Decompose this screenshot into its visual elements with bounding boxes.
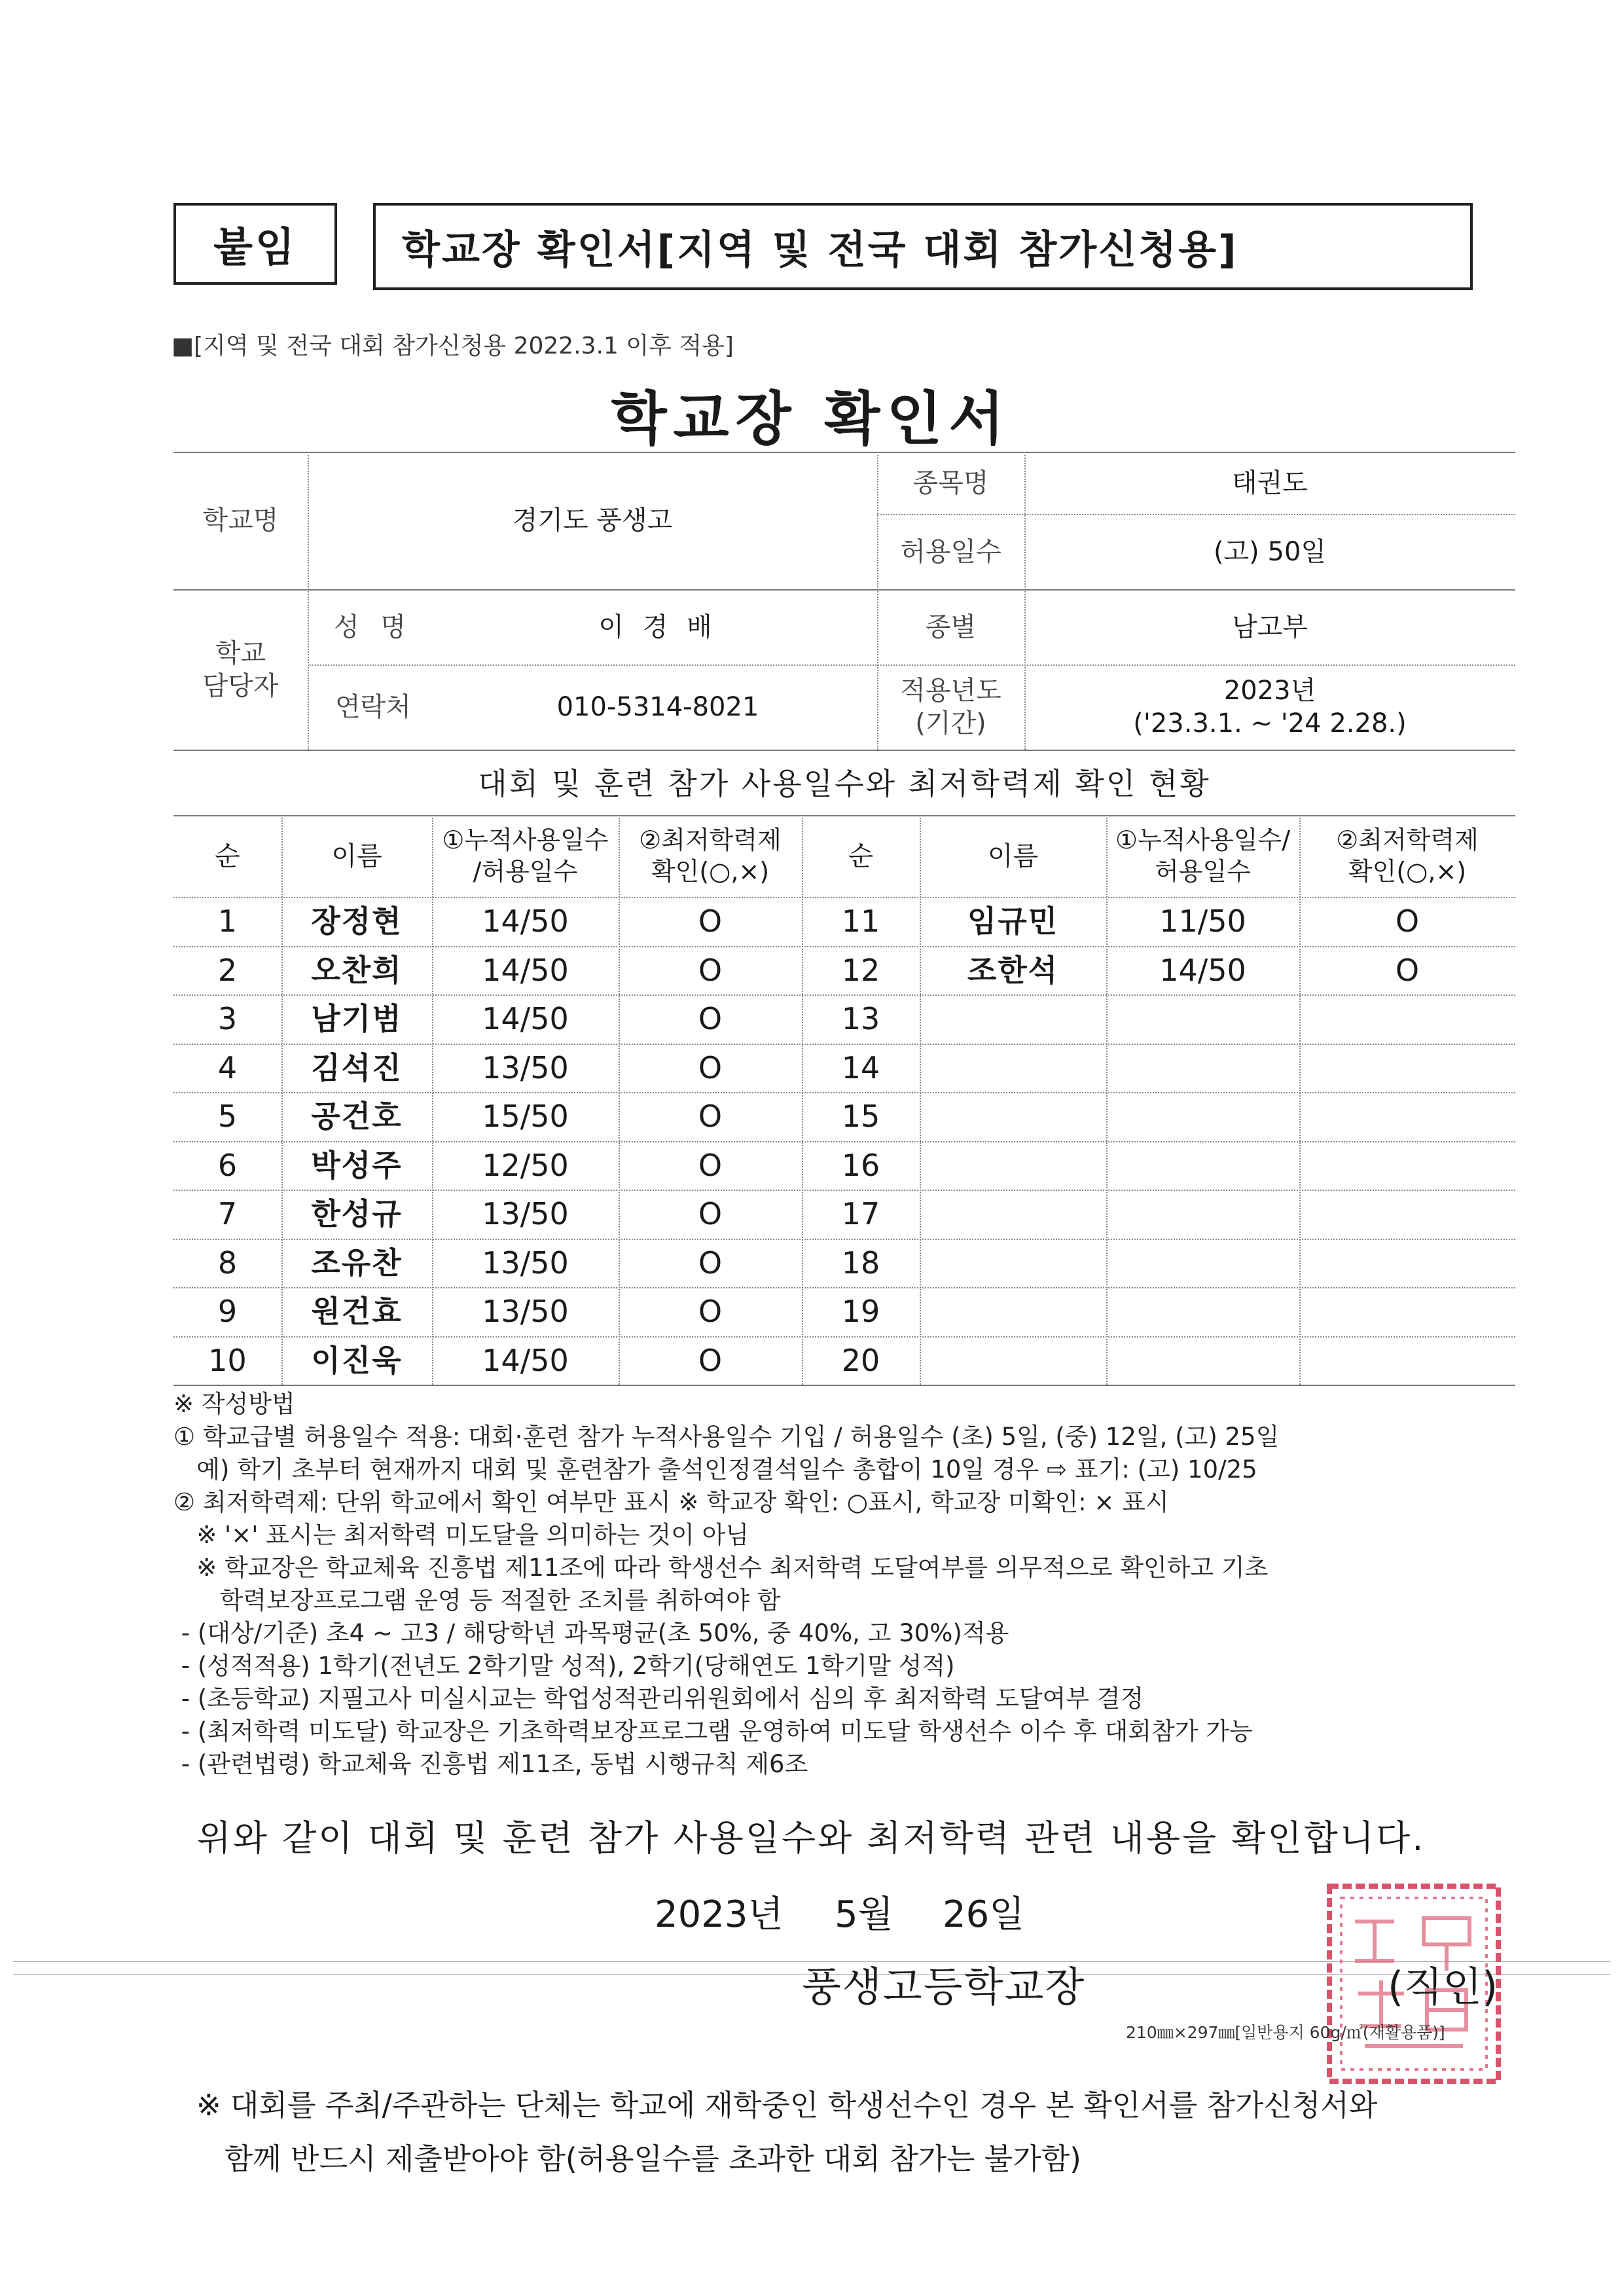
table-cell-name [920,1190,1106,1239]
table-cell-check: O [698,952,723,988]
note-line: ① 학교급별 허용일수 적용: 대회·훈련 참가 누적사용일수 기입 / 허용일수 (초) 5일, (중) 12일, (고) 25일 [173,1423,1280,1451]
table-cell-days [1106,994,1299,1044]
table-cell-name [920,1239,1106,1288]
table-cell-check: O [698,1245,723,1281]
table-cell-check [1299,994,1515,1044]
table-cell-num: 9 [217,1293,238,1329]
table-cell-num: 5 [217,1098,238,1134]
table-cell-days: 14/50 [482,1000,569,1036]
table-cell-name [920,1092,1106,1141]
table-cell-check [1299,1092,1515,1141]
table-cell-days: 13/50 [482,1245,569,1281]
header-days-left [432,815,619,897]
header-check-right [1299,815,1515,897]
header-check-line: ②최저학력제 [1336,826,1479,854]
header-num-right: 순 [848,841,874,871]
footer-notice [196,2079,1538,2186]
table-cell-num: 2 [217,952,238,988]
note-line: 학력보장프로그램 운영 등 적절한 조치를 취하여야 함 [173,1586,781,1614]
note-line: - (대상/기준) 초4 ~ 고3 / 해당학년 과목평균(초 50%, 중 40%, 고 30%)적용 [173,1619,1009,1647]
date-day: 26일 [943,1893,1025,1936]
table-cell-name [920,994,1106,1044]
table-cell-num: 12 [841,952,880,988]
year-value-line: 2023년 [1223,676,1316,706]
note-line: ※ 학교장은 학교체육 진흥법 제11조에 따라 학생선수 최저학력 도달여부를 의무적으로 확인하고 기초 [173,1554,1269,1582]
footer-line: 함께 반드시 제출받아야 함(허용일수를 초과한 대회 참가는 불가함) [196,2141,1081,2176]
header-days-line: /허용일수 [473,856,578,886]
table-cell-num: 13 [841,1000,880,1036]
table-cell-check: O [698,903,723,939]
table-cell-num: 17 [841,1195,880,1231]
school-value: 경기도 풍생고 [512,505,673,536]
header-check-line: ②최저학력제 [639,826,782,854]
table-cell-check: O [698,1342,723,1378]
table-cell-name: 남기범 [311,1000,403,1036]
table-cell-days [1106,1336,1299,1385]
category-value: 남고부 [1232,611,1308,642]
table-cell-num: 4 [217,1049,238,1085]
table-cell-num: 19 [841,1293,880,1329]
school-label: 학교명 [202,505,279,536]
table-cell-name: 김석진 [311,1049,403,1085]
manager-label-line: 학교 [215,638,266,668]
table-cell-name: 조한석 [967,952,1059,988]
table-cell-name: 조유찬 [311,1245,403,1281]
applicability-note: ■[지역 및 전국 대회 참가신청용 2022.3.1 이후 적용] [171,333,734,359]
table-cell-num: 11 [841,903,880,939]
table-cell-check: O [698,1049,723,1085]
table-cell-days: 12/50 [482,1147,569,1183]
table-cell-name [920,1336,1106,1385]
name-value: 이 경 배 [598,611,717,642]
table-cell-check [1299,1044,1515,1093]
table-cell-name: 공건호 [311,1098,403,1134]
table-cell-check [1299,1190,1515,1239]
allowed-days-label: 허용일수 [900,536,1001,567]
writing-guide-notes [173,1388,1515,1781]
table-cell-check: O [1395,952,1420,988]
confirmation-statement: 위와 같이 대회 및 훈련 참가 사용일수와 최저학력 관련 내용을 확인합니다. [196,1817,1426,1859]
table-cell-days [1106,1141,1299,1190]
table-cell-days: 14/50 [482,1342,569,1378]
year-label [877,665,1024,750]
contact-value: 010-5314-8021 [556,692,759,722]
footer-line: ※ 대회를 주최/주관하는 단체는 학교에 재학중인 학생선수인 경우 본 확인서를 참가신청서와 [196,2088,1378,2123]
principal-name: 풍생고등학교장 [802,1963,1086,2011]
table-cell-check: O [698,1195,723,1231]
table-cell-num: 1 [217,903,238,939]
table-cell-num: 20 [841,1342,880,1378]
table-cell-check: O [698,1098,723,1134]
table-cell-name [920,1287,1106,1336]
table-cell-check [1299,1336,1515,1385]
header-days-line: ①누적사용일수/ [1115,826,1291,854]
date-month: 5월 [835,1893,893,1936]
sport-value: 태권도 [1232,467,1308,498]
table-cell-name: 임규민 [967,903,1059,939]
info-bottom-rule [173,750,1515,751]
note-line: ※ '×' 표시는 최저학력 미도달을 의미하는 것이 아님 [173,1521,749,1549]
note-line: - (성적적용) 1학기(전년도 2학기말 성적), 2학기(당해연도 1학기말 성적) [173,1652,955,1680]
seal-label: (직인) [1388,1963,1498,2011]
date-year: 2023년 [655,1893,784,1936]
table-cell-days: 14/50 [482,952,569,988]
note-line: ※ 작성방법 [173,1390,295,1418]
header-num-left: 순 [215,841,240,871]
table-cell-num: 3 [217,1000,238,1036]
header-name-left: 이름 [331,841,382,871]
table-cell-days: 13/50 [482,1195,569,1231]
note-line: - (관련법령) 학교체육 진흥법 제11조, 동법 시행규칙 제6조 [173,1750,808,1778]
table-cell-days: 11/50 [1159,903,1246,939]
year-value-line: ('23.3.1. ~ '24 2.28.) [1133,708,1407,738]
header-check-line: 확인(○,×) [651,856,770,886]
name-label: 성 명 [334,611,412,642]
table-cell-days [1106,1190,1299,1239]
header-days-right [1106,815,1299,897]
manager-label-line: 담당자 [202,670,279,701]
header-days-line: 허용일수 [1155,856,1251,886]
contact-label: 연락처 [335,692,411,722]
header-check-line: 확인(○,×) [1348,856,1467,886]
table-cell-name: 원건효 [311,1293,403,1329]
table-cell-num: 10 [208,1342,247,1378]
table-cell-check: O [698,1293,723,1329]
year-value [1024,665,1515,750]
table-cell-days [1106,1239,1299,1288]
table-cell-days: 14/50 [482,903,569,939]
table-section-title: 대회 및 훈련 참가 사용일수와 최저학력제 확인 현황 [478,765,1211,801]
year-label-line: 적용년도 [900,676,1001,706]
table-cell-check: O [1395,903,1420,939]
table-cell-num: 6 [217,1147,238,1183]
document-header-title: 학교장 확인서[지역 및 전국 대회 참가신청용] [373,203,1473,290]
sport-label: 종목명 [912,467,989,498]
table-cell-name: 장정현 [311,903,403,939]
table-cell-name [920,1141,1106,1190]
note-line: ② 최저학력제: 단위 학교에서 확인 여부만 표시 ※ 학교장 확인: ○표시, 학교장 미확인: × 표시 [173,1488,1169,1516]
table-cell-name: 박성주 [311,1147,403,1183]
table-cell-name [920,1044,1106,1093]
table-cell-num: 14 [841,1049,880,1085]
note-line: - (초등학교) 지필고사 미실시교는 학업성적관리위원회에서 심의 후 최저학력 도달여부 결정 [173,1685,1144,1713]
page-title: 학교장 확인서 [611,385,1011,452]
table-cell-check [1299,1141,1515,1190]
table-cell-num: 18 [841,1245,880,1281]
note-line: - (최저학력 미도달) 학교장은 기초학력보장프로그램 운영하여 미도달 학생선수 이수 후 대회참가 가능 [173,1717,1253,1745]
attachment-tag: 붙임 [173,203,337,285]
table-cell-num: 15 [841,1098,880,1134]
table-cell-name: 이진욱 [311,1342,403,1378]
table-cell-check: O [698,1000,723,1036]
table-cell-name: 오찬희 [311,952,403,988]
paper-spec-note: 210㎜×297㎜[일반용지 60g/㎡(재활용품)] [1126,2023,1445,2042]
table-cell-days: 13/50 [482,1049,569,1085]
manager-label [173,589,308,750]
header-check-left [619,815,802,897]
table-cell-check: O [698,1147,723,1183]
header-days-line: ①누적사용일수 [442,826,609,854]
table-cell-num: 7 [217,1195,238,1231]
table-cell-num: 16 [841,1147,880,1183]
table-cell-days: 14/50 [1159,952,1246,988]
table-cell-days [1106,1287,1299,1336]
allowed-days-value: (고) 50일 [1213,536,1327,567]
table-cell-days [1106,1092,1299,1141]
table-cell-check [1299,1239,1515,1288]
header-name-right: 이름 [987,841,1039,871]
table-cell-name: 한성규 [311,1195,403,1231]
year-label-line: (기간) [915,708,986,738]
table-cell-days: 13/50 [482,1293,569,1329]
table-cell-check [1299,1287,1515,1336]
table-cell-days: 15/50 [482,1098,569,1134]
table-cell-num: 8 [217,1245,238,1281]
table-cell-days [1106,1044,1299,1093]
note-line: 예) 학기 초부터 현재까지 대회 및 훈련참가 출석인정결석일수 총합이 10일 경우 ⇨ 표기: (고) 10/25 [173,1455,1257,1484]
category-label: 종별 [925,611,977,642]
